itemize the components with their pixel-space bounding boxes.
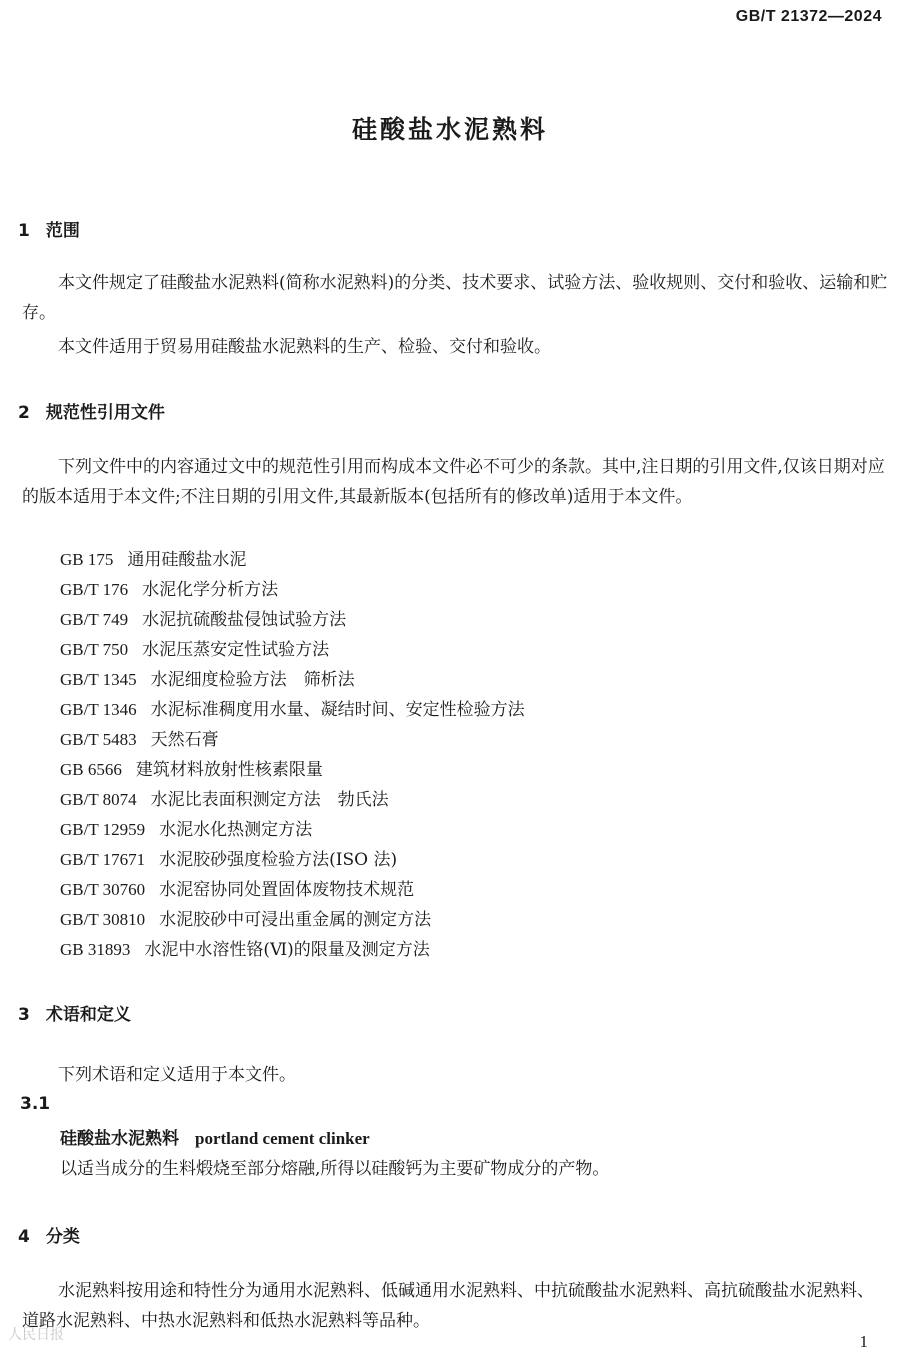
standard-number: GB/T 21372—2024 — [735, 8, 882, 25]
reference-code: GB/T 5483 — [60, 730, 137, 749]
reference-code: GB/T 750 — [60, 640, 129, 659]
section-title: 范围 — [45, 221, 80, 241]
reference-code: GB/T 1345 — [60, 670, 137, 689]
reference-title: 水泥化学分析方法 — [142, 580, 279, 600]
section-number: 2 — [18, 403, 30, 423]
term-number: 3.1 — [20, 1094, 51, 1114]
reference-title: 天然石膏 — [150, 730, 219, 750]
section-number: 1 — [18, 221, 30, 241]
section-4-paragraph: 水泥熟料按用途和特性分为通用水泥熟料、低碱通用水泥熟料、中抗硫酸盐水泥熟料、高抗硫酸盐水泥熟料、道路水泥熟料、中热水泥熟料和低热水泥熟料等品种。 — [22, 1281, 874, 1331]
reference-item — [60, 695, 525, 725]
section-2-heading — [18, 398, 165, 423]
reference-title: 水泥细度检验方法 筛析法 — [150, 670, 355, 690]
reference-title: 水泥胶砂强度检验方法(ISO 法) — [159, 850, 398, 870]
reference-code: GB/T 8074 — [60, 790, 137, 809]
reference-item — [60, 755, 323, 785]
reference-item — [60, 785, 389, 815]
term-chinese: 硅酸盐水泥熟料 — [60, 1129, 179, 1149]
page-number: 1 — [859, 1332, 868, 1351]
reference-item — [60, 875, 414, 905]
reference-item — [60, 905, 431, 935]
section-2-intro: 下列文件中的内容通过文中的规范性引用而构成本文件必不可少的条款。其中,注日期的引用文件,仅该日期对应的版本适用于本文件;不注日期的引用文件,其最新版本(包括所有的修改单)适用于本文件。 — [22, 457, 885, 507]
reference-code: GB 6566 — [60, 760, 122, 779]
reference-item — [60, 635, 329, 665]
section-1-paragraph-2: 本文件适用于贸易用硅酸盐水泥熟料的生产、检验、交付和验收。 — [58, 337, 551, 357]
section-3-intro: 下列术语和定义适用于本文件。 — [58, 1065, 296, 1085]
reference-code: GB/T 17671 — [60, 850, 146, 869]
section-number: 4 — [18, 1227, 30, 1247]
reference-item — [60, 725, 219, 755]
reference-item — [60, 845, 397, 875]
reference-item — [60, 575, 278, 605]
section-1-heading — [18, 216, 80, 241]
term-english: portland cement clinker — [195, 1129, 370, 1148]
reference-code: GB/T 176 — [60, 580, 129, 599]
section-title: 分类 — [45, 1227, 80, 1247]
section-number: 3 — [18, 1005, 30, 1025]
reference-item — [60, 605, 346, 635]
reference-item — [60, 665, 355, 695]
reference-item — [60, 815, 312, 845]
reference-title: 通用硅酸盐水泥 — [127, 550, 247, 570]
reference-title: 水泥中水溶性铬(Ⅵ)的限量及测定方法 — [144, 940, 430, 960]
reference-title: 水泥抗硫酸盐侵蚀试验方法 — [142, 610, 347, 630]
section-title: 规范性引用文件 — [45, 403, 165, 423]
term-definition: 以适当成分的生料煅烧至部分熔融,所得以硅酸钙为主要矿物成分的产物。 — [60, 1159, 610, 1179]
reference-code: GB 31893 — [60, 940, 131, 959]
term-entry — [60, 1124, 370, 1154]
document-title: 硅酸盐水泥熟料 — [351, 115, 548, 144]
watermark: 人民日报 — [8, 1327, 64, 1343]
reference-title: 建筑材料放射性核素限量 — [135, 760, 323, 780]
reference-code: GB/T 749 — [60, 610, 129, 629]
reference-title: 水泥比表面积测定方法 勃氏法 — [150, 790, 389, 810]
reference-code: GB/T 12959 — [60, 820, 146, 839]
section-1-paragraph-1: 本文件规定了硅酸盐水泥熟料(简称水泥熟料)的分类、技术要求、试验方法、验收规则、交付和验收、运输和贮存。 — [22, 273, 888, 323]
reference-item — [60, 545, 246, 575]
reference-title: 水泥水化热测定方法 — [159, 820, 313, 840]
reference-title: 水泥胶砂中可浸出重金属的测定方法 — [159, 910, 432, 930]
reference-title: 水泥压蒸安定性试验方法 — [142, 640, 330, 660]
section-title: 术语和定义 — [45, 1005, 131, 1025]
reference-code: GB/T 30760 — [60, 880, 146, 899]
reference-item — [60, 935, 430, 965]
reference-code: GB/T 1346 — [60, 700, 137, 719]
section-3-heading — [18, 1000, 131, 1025]
reference-code: GB 175 — [60, 550, 114, 569]
section-4-heading — [18, 1222, 80, 1247]
reference-code: GB/T 30810 — [60, 910, 146, 929]
reference-title: 水泥窑协同处置固体废物技术规范 — [159, 880, 415, 900]
reference-title: 水泥标准稠度用水量、凝结时间、安定性检验方法 — [150, 700, 525, 720]
